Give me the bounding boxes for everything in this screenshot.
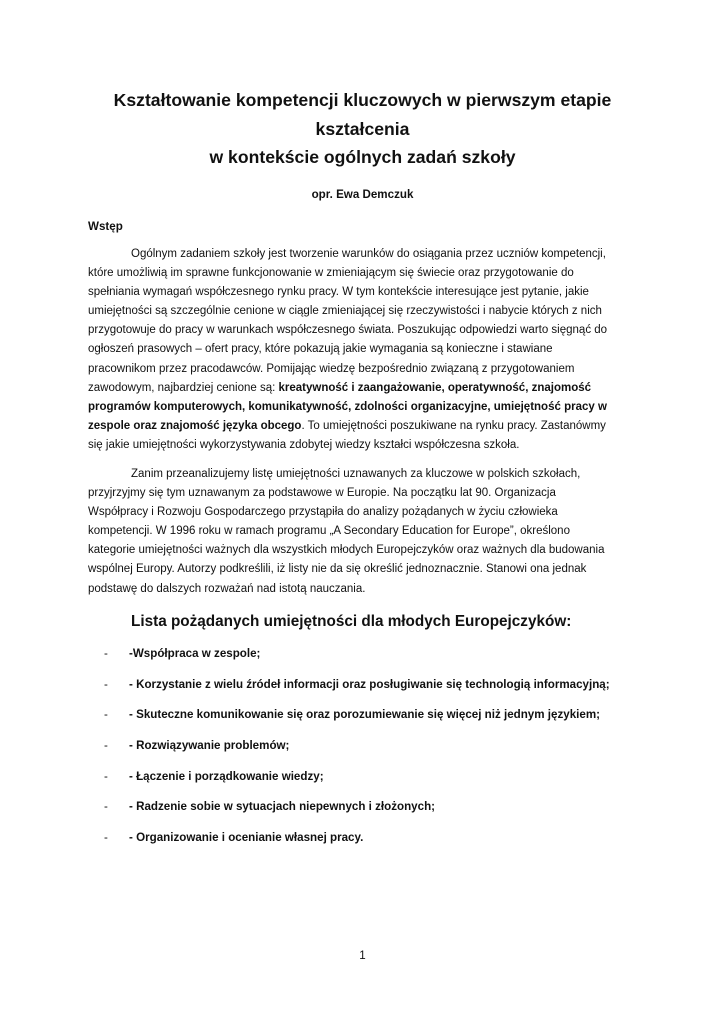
paragraph-line [88, 340, 648, 359]
bold-text-run: zespole oraz znajomość języka obcego [88, 419, 302, 432]
section-heading: Wstęp [88, 220, 123, 233]
paragraph-line [88, 245, 648, 264]
list-bullet-dash: - [104, 831, 108, 845]
author-name: opr. Ewa Demczuk [311, 188, 414, 201]
text-run: przyjrzyjmy się tym uznawanym za podstawowe w Europie. Na początku lat 90. Organizacja [88, 487, 556, 500]
paragraph-line [88, 264, 648, 283]
list-bullet-dash: - [104, 800, 108, 814]
paragraph-line [88, 379, 648, 398]
paragraph-line [88, 283, 648, 302]
page-number: 1 [359, 949, 366, 962]
list-bullet-dash: - [104, 708, 108, 722]
paragraph-line [88, 302, 648, 321]
paragraph-line [88, 522, 648, 541]
text-run: kompetencji. W 1996 roku w ramach programu „A Secondary Education for Europe”, określono [88, 525, 570, 538]
text-run: Współpracy i Rozwoju Gospodarczego przystąpiła do analizy pożądanych w życiu człowieka [88, 506, 558, 519]
text-run: spełniania wymagań współczesnego rynku pracy. W tym kontekście interesujące jest pytanie, jakie [88, 286, 589, 299]
title-line-1: Kształtowanie kompetencji kluczowych w pierwszym etapie [113, 90, 612, 110]
list-item-text: - Radzenie sobie w sytuacjach niepewnych i złożonych; [129, 800, 436, 814]
document-title [60, 86, 665, 172]
text-run: wspólnej Europy. Autorzy podkreślili, iż listy nie da się określić jednoznacznie. Stanowi ona jednak [88, 563, 587, 576]
title-line-2: kształcenia [315, 118, 410, 139]
bold-text-run: kreatywność i zaangażowanie, operatywność, znajomość [278, 381, 592, 394]
list-item-text: -Współpraca w zespole; [129, 647, 261, 660]
paragraph-line [88, 580, 648, 599]
list-bullet-dash: - [104, 677, 108, 691]
list-item [88, 799, 668, 830]
list-item [88, 646, 668, 677]
text-run: Ogólnym zadaniem szkoły jest tworzenie warunków do osiągania przez uczniów kompetencji, [131, 248, 606, 260]
paragraph-line [88, 417, 648, 436]
title-line-3: w kontekście ogólnych zadań szkoły [209, 147, 516, 167]
text-run: ogłoszeń prasowych – ofert pracy, które pokazują jakie wymagania są konieczne i stawiane [88, 343, 553, 356]
list-item-text: - Organizowanie i ocenianie własnej pracy. [129, 831, 364, 845]
list-item-text: - Rozwiązywanie problemów; [129, 739, 290, 753]
list-item [88, 769, 668, 800]
paragraph-europe [88, 465, 648, 599]
skills-list [88, 646, 668, 861]
paragraph-line [88, 398, 648, 417]
list-item [88, 707, 668, 738]
paragraph-intro [88, 245, 648, 455]
list-bullet-dash: - [104, 647, 108, 660]
paragraph-line [88, 436, 648, 455]
paragraph-line [88, 360, 648, 379]
list-bullet-dash: - [104, 739, 108, 753]
paragraph-line [88, 321, 648, 340]
text-run: Zanim przeanalizujemy listę umiejętności uznawanych za kluczowe w polskich szkołach, [131, 468, 581, 480]
author-line [0, 187, 725, 203]
text-run: zawodowym, najbardziej cenione są: [88, 381, 279, 394]
list-item [88, 677, 668, 708]
text-run: . To umiejętności poszukiwane na rynku pracy. Zastanówmy [301, 419, 606, 432]
text-run: które umożliwią im sprawne funkcjonowanie w zmieniającym się świecie oraz przygotowanie do [88, 267, 574, 280]
paragraph-line [88, 560, 648, 579]
text-run: przygotowuje do pracy w warunkach współczesnego świata. Poszukując odpowiedzi warto sięgnąć do [88, 324, 608, 337]
text-run: kategorie umiejętności ważnych dla wszystkich młodych Europejczyków oraz ważnych dla budowania [88, 544, 605, 557]
paragraph-line [88, 541, 648, 560]
list-bullet-dash: - [104, 769, 108, 783]
list-item-text: - Łączenie i porządkowanie wiedzy; [129, 769, 324, 783]
text-run: pracownikom przez pracodawców. Pomijając wiedzę bezpośrednio związaną z przygotowaniem [88, 362, 575, 375]
text-run: umiejętności są szczególnie cenione w ciągle zmieniającej się rzeczywistości i nabycie których z nich [88, 305, 602, 318]
list-item-text: - Korzystanie z wielu źródeł informacji oraz posługiwanie się technologią informacyjną; [129, 677, 610, 691]
list-title: Lista pożądanych umiejętności dla młodych Europejczyków: [131, 613, 572, 630]
paragraph-line [88, 503, 648, 522]
list-item [88, 738, 668, 769]
list-item [88, 830, 668, 861]
text-run: podstawę do dalszych rozważań nad istotą nauczania. [88, 582, 366, 595]
paragraph-line [88, 484, 648, 503]
bold-text-run: programów komputerowych, komunikatywność, zdolności organizacyjne, umiejętność pracy w [88, 400, 607, 413]
list-item-text: - Skuteczne komunikowanie się oraz porozumiewanie się więcej niż jednym językiem; [129, 708, 600, 722]
text-run: się jakie umiejętności wykorzystywania zdobytej wiedzy kształci współczesna szkoła. [88, 438, 520, 451]
paragraph-line [88, 465, 648, 484]
